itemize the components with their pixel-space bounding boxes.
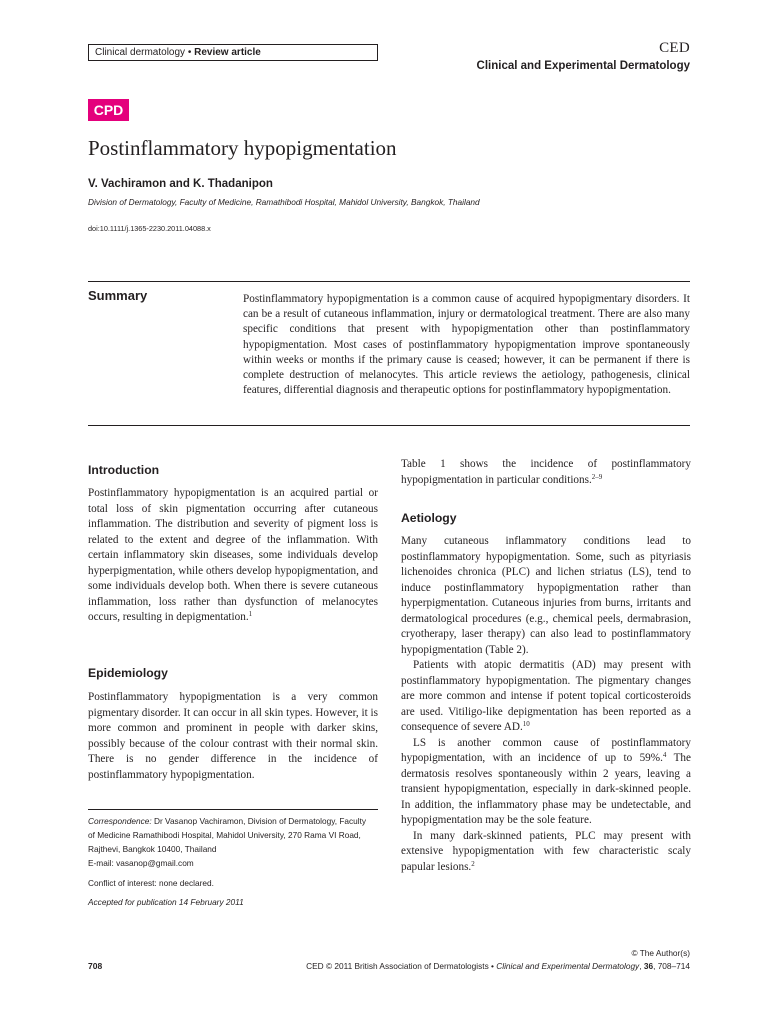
aetiology-text [401, 534, 691, 875]
correspondence-line-2: of Medicine Ramathibodi Hospital, Mahidol University, 270 Rama VI Road, [88, 830, 361, 840]
table-reference-paragraph [401, 457, 691, 488]
introduction-heading: Introduction [88, 463, 160, 477]
reference-marker: 4 [662, 751, 667, 759]
citation-volume: 36 [643, 961, 654, 971]
bullet: • [491, 961, 494, 971]
doi: doi:10.1111/j.1365-2230.2011.04088.x [88, 224, 211, 233]
aetiology-paragraph-4-text: In many dark-skinned patients, PLC may present with extensive hypopigmentation with few characteristic scaly papular lesions. [401, 829, 691, 873]
table-reference-text: Table 1 shows the incidence of postinflammatory hypopigmentation in particular conditions. [401, 458, 691, 486]
summary-heading: Summary [88, 288, 148, 303]
accepted-date: Accepted for publication 14 February 2011 [88, 897, 244, 907]
section-header-box [88, 44, 378, 61]
email: E-mail: vasanop@gmail.com [88, 858, 194, 868]
citation-prefix: CED © 2011 British Association of Dermatologists [306, 961, 489, 971]
aetiology-paragraph-4 [401, 829, 691, 876]
correspondence-line-1-text: Dr Vasanop Vachiramon, Division of Dermatology, Faculty [151, 816, 367, 826]
summary-text: Postinflammatory hypopigmentation is a common cause of acquired hypopigmentary disorders. It can be a result of cutaneous inflammation, injury or dermatological treatment. There are also many specific conditions that present with hypopigmentation other than postinflammatory hypopigmentation. Most cases of postinflammatory hypopigmentation improve spontaneously within weeks or months if the primary cause is ceased; however, it can be permanent if there is complete destruction of melanocytes. This article reviews the aetiology, pathogenesis, clinical features, differential diagnosis and therapeutic options for postinflammatory hypopigmentation. [243, 293, 690, 397]
journal-abbreviation: CED [659, 40, 690, 56]
journal-name: Clinical and Experimental Dermatology [476, 60, 690, 72]
aetiology-heading: Aetiology [401, 511, 457, 525]
aetiology-paragraph-2-text: Patients with atopic dermatitis (AD) may present with postinflammatory hypopigmentation. The pigmentary changes are more common and intense if potent topical corticosteroids are used. Vitiligo-like depigmentation has been reported as a consequence of severe AD. [401, 659, 691, 733]
authors: V. Vachiramon and K. Thadanipon [88, 178, 273, 190]
copyright-notice: © The Author(s) [631, 948, 690, 958]
page-number: 708 [88, 961, 103, 971]
aetiology-paragraph-2 [401, 658, 691, 736]
epidemiology-heading: Epidemiology [88, 666, 168, 680]
correspondence-line-3: Rajthevi, Bangkok 10400, Thailand [88, 844, 217, 854]
correspondence-block [88, 814, 366, 870]
introduction-text [88, 486, 378, 626]
correspondence-label: Correspondence: [88, 816, 152, 826]
reference-marker: 1 [248, 610, 253, 618]
bullet: • [187, 47, 192, 58]
citation-journal: Clinical and Experimental Dermatology [496, 961, 640, 971]
footnote-rule [88, 809, 378, 810]
summary-bottom-rule [88, 425, 690, 426]
conflict-of-interest: Conflict of interest: none declared. [88, 878, 214, 888]
affiliation: Division of Dermatology, Faculty of Medicine, Ramathibodi Hospital, Mahidol University, Bangkok, Thailand [88, 197, 480, 207]
citation-pages: , 708–714 [653, 961, 690, 971]
aetiology-paragraph-3 [401, 736, 691, 829]
aetiology-paragraph-3-text: LS is another common cause of postinflammatory hypopigmentation, with an incidence of up to 59%. [401, 736, 691, 764]
reference-marker: 2 [471, 859, 475, 868]
cpd-badge: CPD [88, 99, 129, 121]
correspondence-line-1 [88, 814, 366, 828]
reference-marker: 10 [522, 720, 530, 728]
introduction-paragraph: Postinflammatory hypopigmentation is an acquired partial or total loss of skin pigmentation occurring after cutaneous inflammation. The distribution and severity of pigment loss is related to the extent and degree of the inflammation. With certain inflammatory skin diseases, some individuals develop hyperpigmentation, while others develop hypopigmentation, and some individuals develop both. When there is severe cutaneous inflammation, loss rather than dysfunction of melanocytes occurs, resulting in depigmentation. [88, 487, 378, 623]
article-type: Review article [194, 47, 261, 58]
section-label: Clinical dermatology [95, 47, 186, 58]
reference-marker: 2–9 [591, 472, 603, 481]
aetiology-paragraph-3-rest: The dermatosis resolves spontaneously within 2 years, leaving a transient hypopigmentation, especially in dark-skinned people. In addition, the inflammatory phase may be undetectable, and hypopigmentation may be the sole feature. [401, 752, 691, 826]
aetiology-paragraph-1: Many cutaneous inflammatory conditions lead to postinflammatory hypopigmentation. Some, such as pityriasis lichenoides chronica (PLC) and lichen striatus (LS), tend to induce postinflammatory hypopigmentation rather than hyperpigmentation. Cutaneous injuries from burns, irritants and dermatological procedures (e.g., chemical peels, dermabrasion, cryotherapy, laser therapy) can also lead to postinflammatory hypopigmentation (Table 2). [401, 535, 691, 656]
summary-top-rule [88, 281, 690, 282]
article-title: Postinflammatory hypopigmentation [88, 136, 397, 160]
epidemiology-text [88, 690, 378, 783]
epidemiology-paragraph: Postinflammatory hypopigmentation is a very common pigmentary disorder. It can occur in all skin types. However, it is more common and prominent in people with darker skins, possibly because of the colour contrast with their normal skin. There is no gender difference in the incidence of postinflammatory hypopigmentation. [88, 691, 378, 781]
citation-line: CED © 2011 British Association of Dermatologists • Clinical and Experimental Dermatology, 36, 708–714 [306, 961, 690, 971]
